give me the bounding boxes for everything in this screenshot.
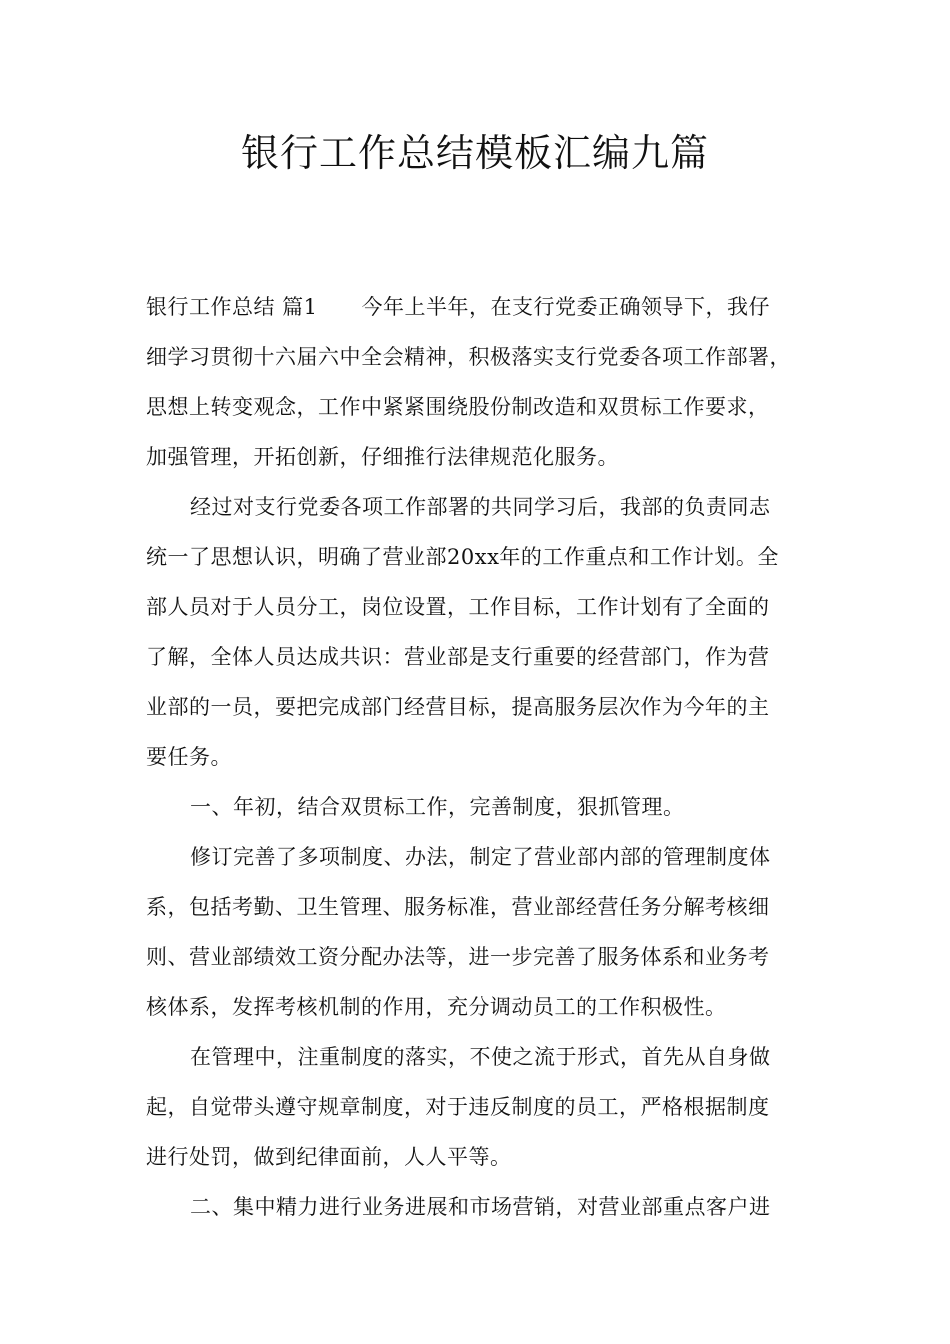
paragraph-start-line: 一、年初，结合双贯标工作，完善制度，狠抓管理。 — [190, 795, 685, 819]
paragraph-start-line: 修订完善了多项制度、办法，制定了营业部内部的管理制度体 — [190, 845, 771, 869]
text-line: 起，自觉带头遵守规章制度，对于违反制度的员工，严格根据制度 — [146, 1095, 770, 1119]
text-line: 系，包括考勤、卫生管理、服务标准，营业部经营任务分解考核细 — [146, 895, 770, 919]
text-line: 了解，全体人员达成共识：营业部是支行重要的经营部门，作为营 — [146, 645, 770, 669]
text-line: 要任务。 — [146, 745, 232, 769]
text-line: 业部的一员，要把完成部门经营目标，提高服务层次作为今年的主 — [146, 695, 770, 719]
text-line: 部人员对于人员分工，岗位设置，工作目标，工作计划有了全面的 — [146, 595, 770, 619]
paragraph-start-line: 二、集中精力进行业务进展和市场营销，对营业部重点客户进 — [190, 1195, 771, 1219]
text-line: 思想上转变观念，工作中紧紧围绕股份制改造和双贯标工作要求， — [146, 395, 770, 419]
line-text: 今年上半年，在支行党委正确领导下，我仔 — [361, 295, 771, 319]
text-line — [146, 282, 816, 332]
text-line: 加强管理，开拓创新，仔细推行法律规范化服务。 — [146, 445, 619, 469]
document-body — [146, 282, 816, 1232]
text-line: 进行处罚，做到纪律面前，人人平等。 — [146, 1145, 512, 1169]
text-line: 核体系，发挥考核机制的作用，充分调动员工的工作积极性。 — [146, 995, 727, 1019]
text-line: 则、营业部绩效工资分配办法等，进一步完善了服务体系和业务考 — [146, 945, 770, 969]
text-line: 统一了思想认识，明确了营业部20xx年的工作重点和工作计划。全 — [146, 545, 779, 569]
paragraph-start-line: 经过对支行党委各项工作部署的共同学习后，我部的负责同志 — [190, 495, 771, 519]
paragraph-start-line: 在管理中，注重制度的落实，不使之流于形式，首先从自身做 — [190, 1045, 771, 1069]
section-heading: 银行工作总结 篇1 — [146, 295, 318, 319]
text-line: 细学习贯彻十六届六中全会精神，积极落实支行党委各项工作部署， — [146, 345, 791, 369]
document-title: 银行工作总结模板汇编九篇 — [240, 131, 709, 175]
